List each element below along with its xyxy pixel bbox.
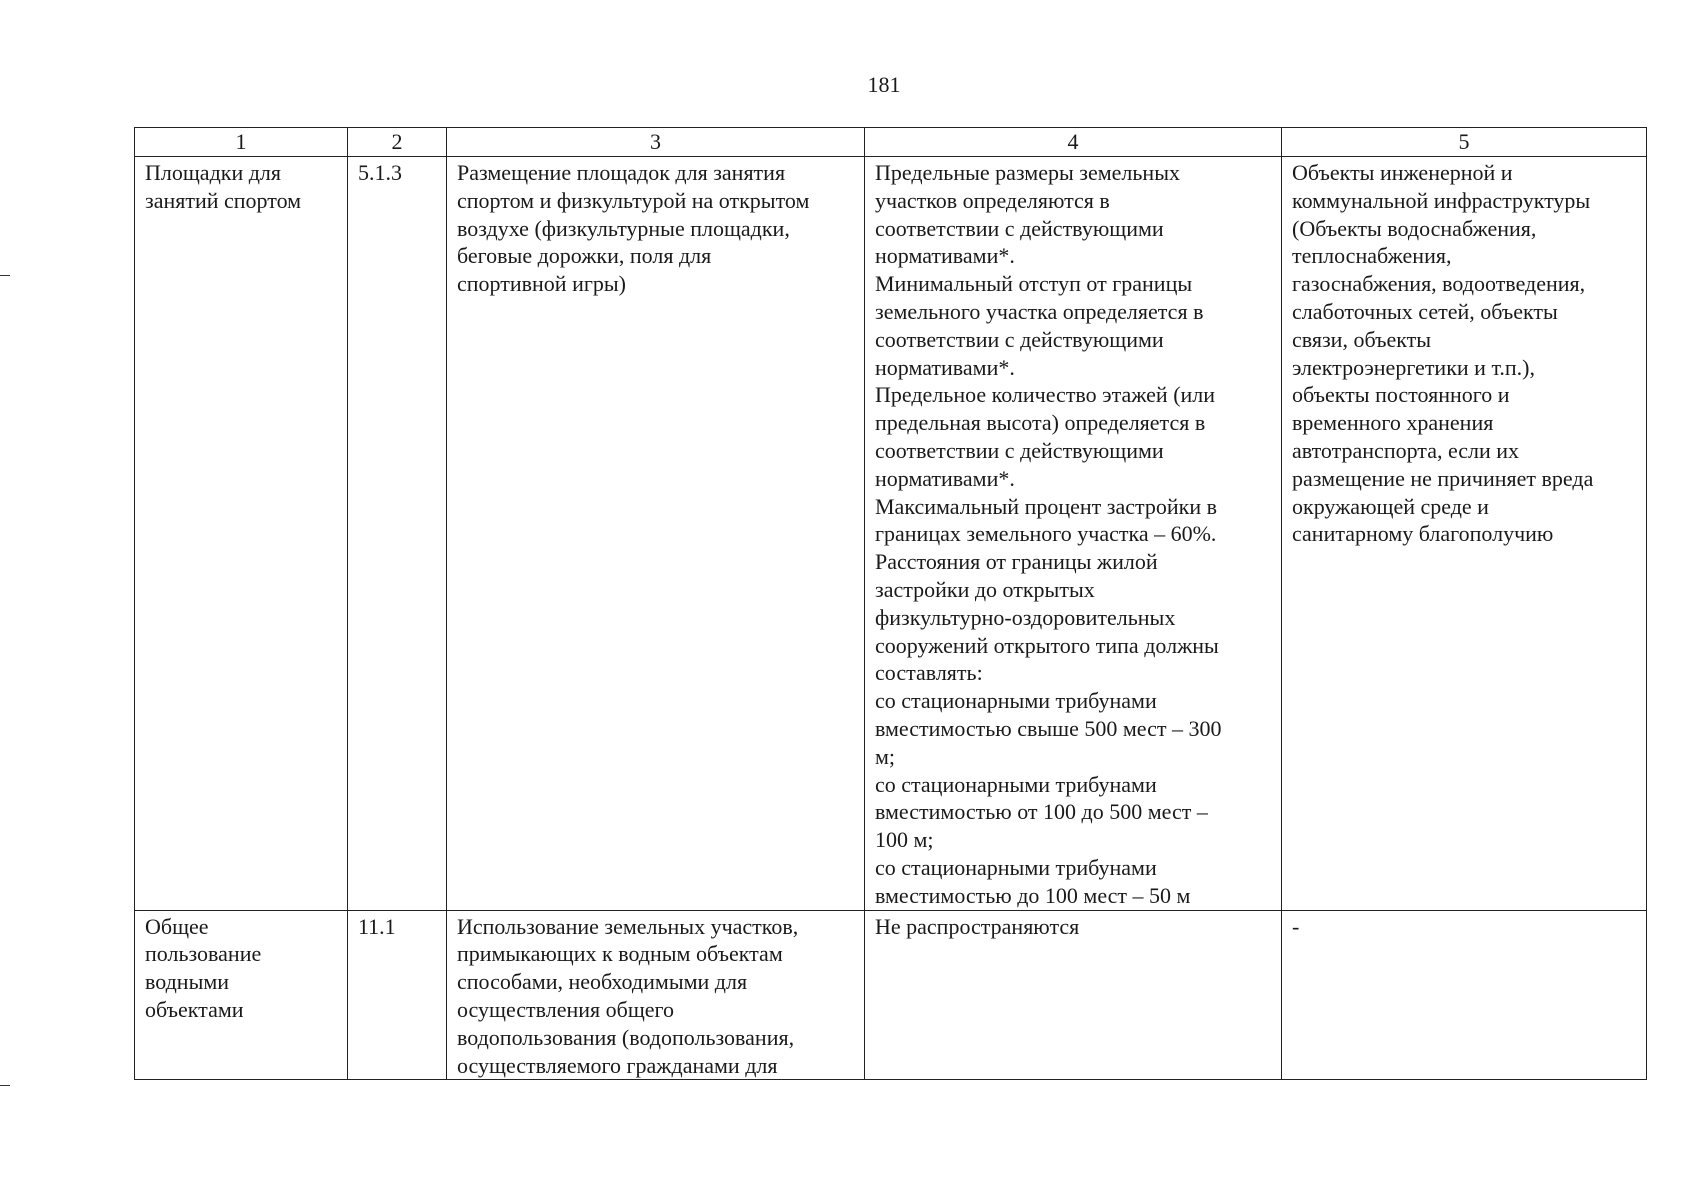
column-header-1: 1 xyxy=(135,128,348,157)
land-use-description-cell: Использование земельных участков, примыкающих к водным объектам способами, необходимыми для осуществления общего водопользования (водопользования, осуществляемого гражданами для xyxy=(447,910,865,1080)
land-use-name-cell: Площадки для занятий спортом xyxy=(135,157,348,911)
scan-edge-mark xyxy=(0,1085,10,1086)
column-header-3: 3 xyxy=(447,128,865,157)
parameters-cell: Не распространяются xyxy=(865,910,1282,1080)
table-row xyxy=(135,910,1647,1080)
land-use-description-cell: Размещение площадок для занятия спортом и физкультурой на открытом воздухе (физкультурные площадки, беговые дорожки, поля для спортивной игры) xyxy=(447,157,865,911)
land-use-code-cell: 5.1.3 xyxy=(348,157,447,911)
column-header-4: 4 xyxy=(865,128,1282,157)
land-use-name-cell: Общее пользование водными объектами xyxy=(135,910,348,1080)
column-header-5: 5 xyxy=(1282,128,1647,157)
column-header-2: 2 xyxy=(348,128,447,157)
auxiliary-uses-cell: Объекты инженерной и коммунальной инфраструктуры (Объекты водоснабжения, теплоснабжения, газоснабжения, водоотведения, слаботочных сетей, объекты связи, объекты электроэнергетики и т.п.), объекты постоянного и временного хранения автотранспорта, если их размещение не причиняет вреда окружающей среде и санитарному благополучию xyxy=(1282,157,1647,911)
auxiliary-uses-cell: - xyxy=(1282,910,1647,1080)
table-header-row xyxy=(135,128,1647,157)
land-use-code-cell: 11.1 xyxy=(348,910,447,1080)
page-number: 181 xyxy=(867,72,901,97)
land-use-table xyxy=(134,127,1647,1080)
table-row xyxy=(135,157,1647,911)
parameters-cell: Предельные размеры земельных участков определяются в соответствии с действующими нормативами*. Минимальный отступ от границы земельного участка определяется в соответствии с действующими нормативами*. Предельное количество этажей (или предельная высота) определяется в соответствии с действующими нормативами*. Максимальный процент застройки в границах земельного участка – 60%. Расстояния от границы жилой застройки до открытых физкультурно-оздоровительных сооружений открытого типа должны составлять: со стационарными трибунами вместимостью свыше 500 мест – 300 м; со стационарными трибунами вместимостью от 100 до 500 мест – 100 м; со стационарными трибунами вместимостью до 100 мест – 50 м xyxy=(865,157,1282,911)
scan-edge-mark xyxy=(0,275,10,276)
